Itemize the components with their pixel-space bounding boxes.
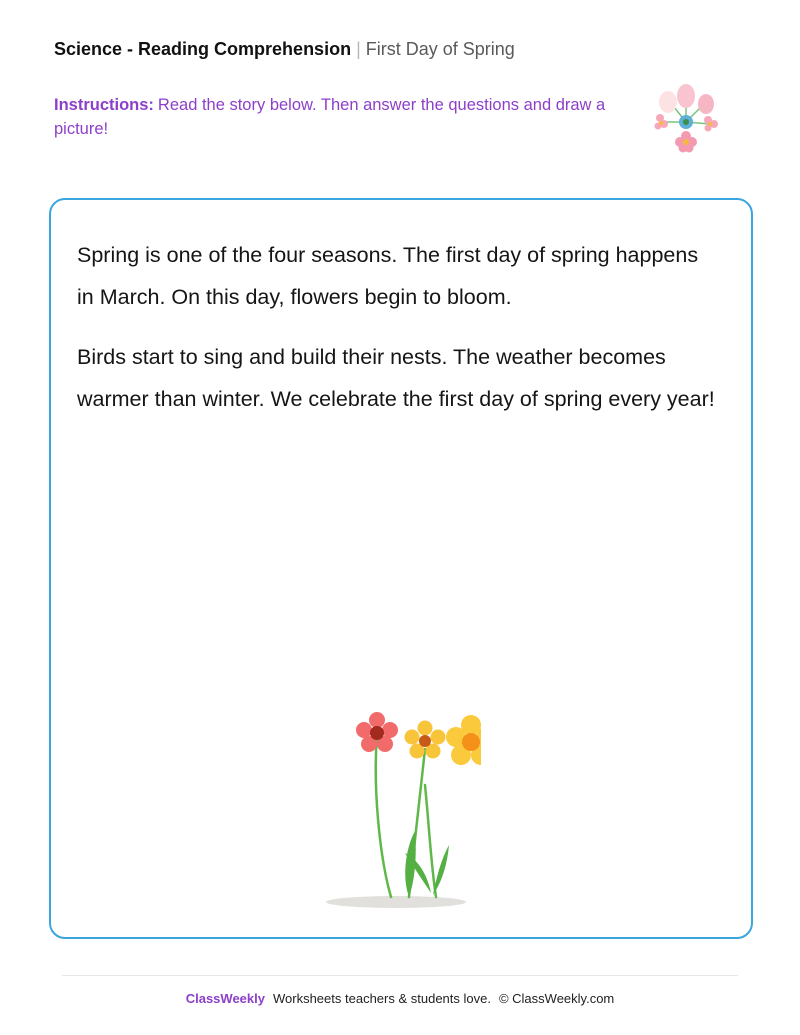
story-box — [49, 198, 753, 939]
story-paragraph: Spring is one of the four seasons. The first day of spring happens in March. On this day, flowers begin to bloom. — [77, 243, 699, 309]
instructions-text: Read the story below. Then answer the questions and draw a picture! — [54, 96, 606, 138]
page-header — [54, 38, 515, 60]
footer-brand: ClassWeekly — [185, 991, 265, 1006]
title-separator: | — [356, 39, 361, 59]
footer-copyright: © ClassWeekly.com — [498, 991, 615, 1006]
story-paragraph: Birds start to sing and build their nests. The weather becomes warmer than winter. We celebrate the first day of spring every year! — [77, 345, 715, 411]
spring-flowers-illustration — [301, 705, 481, 915]
flower-bouquet-icon — [648, 80, 724, 160]
instructions — [54, 93, 614, 141]
topic-title: First Day of Spring — [365, 39, 515, 59]
footer-divider — [62, 975, 738, 976]
subject-title: Science - Reading Comprehension — [54, 39, 352, 59]
instructions-label: Instructions: — [54, 96, 154, 114]
page-footer — [0, 991, 800, 1006]
story-text — [77, 234, 717, 420]
footer-tagline: Worksheets teachers & students love. — [272, 991, 491, 1006]
